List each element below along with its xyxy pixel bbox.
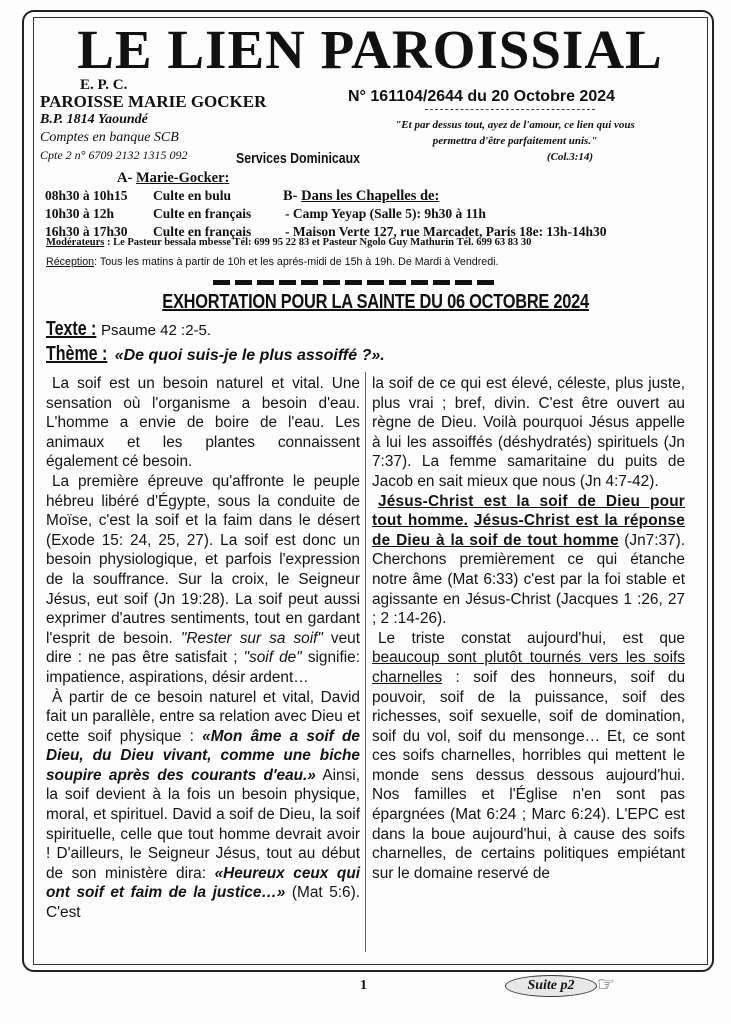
service-type: Culte en français <box>153 206 252 221</box>
newsletter-title: LE LIEN PAROISSIAL <box>77 19 663 80</box>
service-time: 16h30 à 17h30 <box>45 224 128 239</box>
text: (Jn7:37). Cherchons premièrement ce qui étanche notre âme (Mat 6:33) c'est par la foi stable et agissante en Jésus-Christ (Jacques 1 :26, 27 ; 2 :14-26). <box>372 531 685 628</box>
quote-line: permettra d'être parfaitement unis." <box>432 135 598 147</box>
decorative-dashes <box>213 280 498 285</box>
texte-value: Psaume 42 :2-5. <box>100 322 212 339</box>
text: : soif des honneurs, soif du pouvoir, soif de la puissance, soif des richesses, soif sexuelle, soif de domination, soif du vol, soif du mensonge… Et, ce sont ces soifs charnelles, horribles qui mettent le monde sens dessus dessous aujourd'hui. Nos familles et l'Église n'en sont pas épargnées (Mat 6:24 ; Marc 6:24). L'EPC est dans la boue aujourd'hui, à cause des soifs charnelles, de certains politiques empiétant sur le domaine reservé de <box>372 668 685 882</box>
paragraph <box>46 472 360 688</box>
text: (Mat 5:6). C'est <box>46 884 361 922</box>
paragraph: la soif de ce qui est élevé, céleste, plus juste, plus vrai ; bref, divin. C'est être ouvert au règne de Dieu. Voilà pourquoi Jésus appelle à lui les assoiffés (déshydratés) spirituels (Jn 7:37). La femme samaritaine du puits de Jacob en sait mieux que nous (Jn 4:7-42). <box>372 375 685 490</box>
article-title: EXHORTATION POUR LA SAINTE DU 06 OCTOBRE 2024 <box>162 291 589 313</box>
page-number: 1 <box>360 978 367 993</box>
theme-value: «De quoi suis-je le plus assoiffé ?». <box>114 347 385 364</box>
quote-reference: (Col.3:14) <box>546 151 594 163</box>
italic-text: "soif de" <box>243 649 302 667</box>
article-theme <box>46 343 385 366</box>
paragraph <box>46 688 360 923</box>
underlined-text: charnelles <box>372 668 443 686</box>
scripture-reference <box>46 318 211 341</box>
column-divider <box>365 372 366 952</box>
reception-text: : Tous les matins à partir de 10h et les aprés-midi de 15h à 19h. De Mardi à Vendredi. <box>94 256 499 268</box>
parish-info <box>40 77 266 163</box>
parish-name: PAROISSE MARIE GOCKER <box>40 92 267 111</box>
moderators-text: : Le Pasteur bessala mbesse Tél: 699 95 22 83 et Pasteur Ngolo Guy Mathurin Tél. 699 63 83 30 <box>106 237 532 248</box>
section-heading: Marie-Gocker: <box>135 170 230 186</box>
text: Le triste constat aujourd'hui, est que <box>378 629 685 647</box>
bible-quote: «Mon âme a soif de Dieu, du Dieu vivant, comme une biche soupire après des courants d'eau.» <box>46 727 360 784</box>
service-time: 08h30 à 10h15 <box>45 188 128 203</box>
po-box: B.P. 1814 Yaoundé <box>40 112 148 127</box>
account-number: Cpte 2 n° 6709 2132 1315 092 <box>40 148 188 162</box>
text: signifie: impatience, aspirations, désir ardent… <box>46 649 360 686</box>
reception-label: Réception <box>46 256 95 268</box>
reception-line <box>46 256 499 268</box>
org-name: E. P. C. <box>80 77 128 93</box>
chapel-service: - Camp Yeyap (Salle 5): 9h30 à 11h <box>285 206 486 221</box>
paragraph <box>372 629 685 884</box>
bank-info: Comptes en banque SCB <box>40 130 179 145</box>
continue-next-page-button[interactable]: Suite p2 <box>505 975 597 997</box>
section-a-heading <box>117 170 229 187</box>
article-column-left <box>46 374 360 923</box>
pointing-hand-icon: ☞ <box>597 974 615 996</box>
texte-label: Texte : <box>46 318 97 340</box>
section-prefix: B- <box>283 188 298 204</box>
service-type: Culte en bulu <box>153 188 232 203</box>
text: veut dire : ne pas être satisfait ; <box>46 629 361 667</box>
section-b-heading <box>283 188 439 205</box>
quote-line: "Et par dessus tout, ayez de l'amour, ce lien qui vous <box>395 119 635 131</box>
theme-label: Thème : <box>46 343 108 365</box>
article-column-right <box>372 374 685 883</box>
section-prefix: A- <box>117 170 133 186</box>
service-time: 10h30 à 12h <box>45 206 115 221</box>
underlined-text: beaucoup sont plutôt tournés vers les soifs <box>372 649 685 667</box>
chapel-service: - Maison Verte 127, rue Marcadet, Paris 18e: 13h-14h30 <box>285 224 607 239</box>
paragraph: La soif est un besoin naturel et vital. Une sensation où l'organisme a besoin d'eau. L'homme a envie de boire de l'eau. Les animaux et les plantes connaissent également cé besoin. <box>46 375 360 471</box>
epigraph-quote <box>345 117 685 165</box>
moderators-label: Modérateurs <box>46 237 105 248</box>
moderators-line <box>46 237 531 248</box>
section-heading: Dans les Chapelles de: <box>301 188 440 204</box>
emphasis-text: Jésus-Christ est la soif de Dieu pour tout homme. <box>372 492 685 530</box>
emphasis-text: Jésus-Christ est la réponse de Dieu à la soif de tout homme <box>372 512 685 549</box>
text: Ainsi, la soif devient à la fois un besoin physique, moral, et spirituel. David a soif de Dieu, la soif spirituelle, celle que tout homme devrait avoir ! D'ailleurs, le Seigneur Jésus, tout au début de son ministère dira: <box>46 766 360 882</box>
separator <box>425 109 595 110</box>
italic-text: "Rester sur sa soif" <box>180 629 323 647</box>
text: À partir de ce besoin naturel et vital, David fait un parallèle, entre sa relation avec Dieu et cette soif physique : <box>46 688 360 745</box>
paragraph <box>372 492 685 629</box>
services-title: Services Dominicaux <box>236 151 361 167</box>
service-type: Culte en français <box>153 224 252 239</box>
text: La première épreuve qu'affronte le peuple hébreu libéré d'Égypte, sous la conduite de Moïse, c'est la soif et la faim dans le désert (Exode 15: 24, 25, 27). La soif est donc un besoin physiologique, et parfois l'expression de la souffrance. Sur la croix, le Seigneur Jésus, eut soif (Jn 19:28). La soif peut aussi exprimer d'autres sentiments, tout en gardant l'esprit de besoin. <box>46 472 360 647</box>
bible-quote: «Heureux ceux qui ont soif et faim de la justice…» <box>46 864 360 902</box>
issue-number: N° 161104/2644 du 20 Octobre 2024 <box>348 88 616 105</box>
